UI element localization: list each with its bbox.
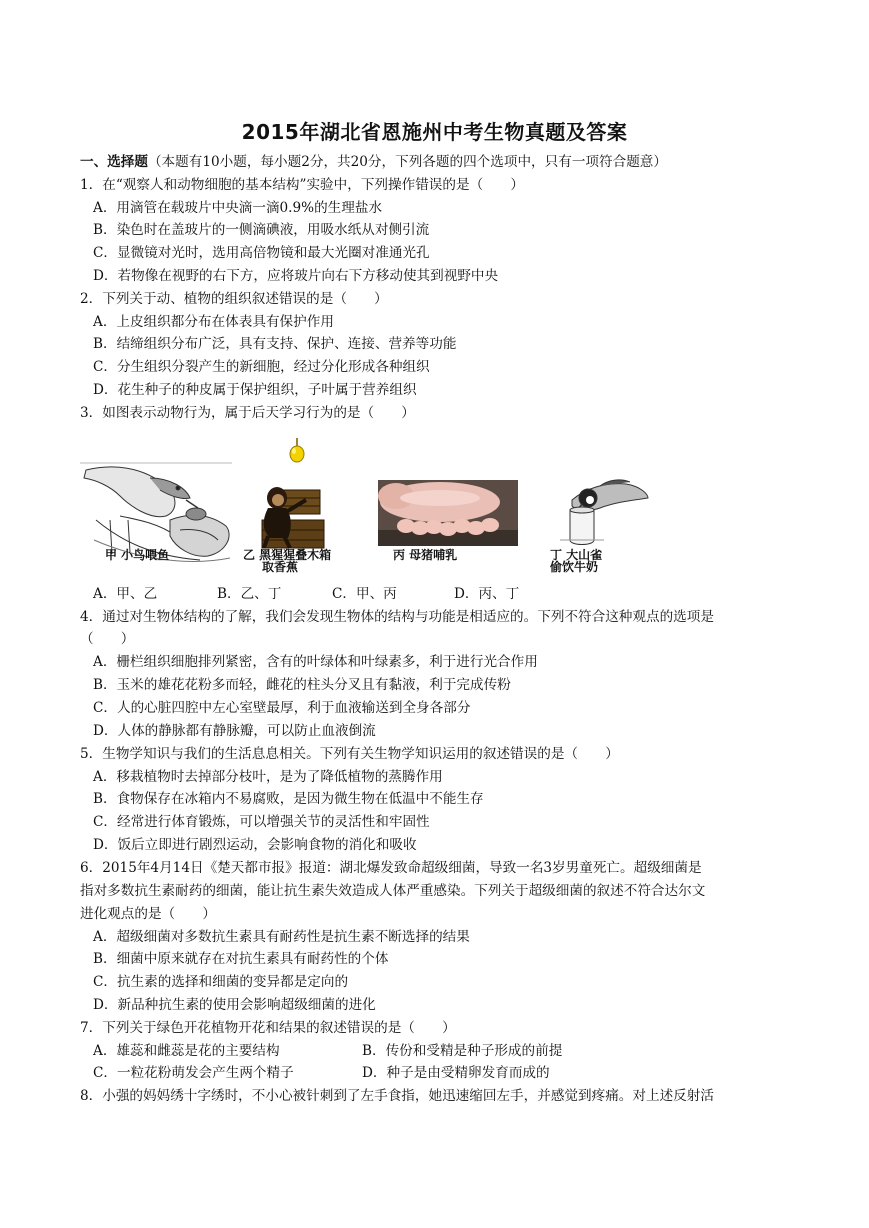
q7-option-b: B．传份和受精是种子形成的前提 [362,1043,563,1059]
caption-ding-line2: 偷饮牛奶 [550,560,599,574]
q2-stem: 2．下列关于动、植物的组织叙述错误的是（ ） [80,291,388,307]
q3-figure [0,0,869,600]
q5-option-c: C．经常进行体育锻炼，可以增强关节的灵活性和牢固性 [93,814,430,830]
q4-option-b: B．玉米的雄花花粉多而轻，雌花的柱头分叉且有黏液，利于完成传粉 [93,677,511,693]
q2-option-c: C．分生组织分裂产生的新细胞，经过分化形成各种组织 [93,359,430,375]
section-label: 一、选择题 [80,154,148,170]
q5-option-d: D．饭后立即进行剧烈运动，会影响食物的消化和吸收 [93,837,417,853]
q1-option-a: A．用滴管在载玻片中央滴一滴0.9%的生理盐水 [93,200,383,216]
q4-stem-cont: （ ） [80,631,135,647]
q3-option-d: D．丙、丁 [454,586,520,602]
q1-option-c: C．显微镜对光时，选用高倍物镜和最大光圈对准通光孔 [93,245,430,261]
q2-option-b: B．结缔组织分布广泛，具有支持、保护、连接、营养等功能 [93,336,457,352]
q6-option-d: D．新品种抗生素的使用会影响超级细菌的进化 [93,997,376,1013]
q6-option-a: A．超级细菌对多数抗生素具有耐药性是抗生素不断选择的结果 [93,929,470,945]
caption-yi-line2: 取香蕉 [262,560,299,574]
q4-option-c: C．人的心脏四腔中左心室壁最厚，利于血液输送到全身各部分 [93,700,471,716]
sow-nursing-image [378,480,518,546]
q8-stem: 8．小强的妈妈绣十字绣时，不小心被针刺到了左手食指，她迅速缩回左手，并感觉到疼痛。对上述反射活 [80,1088,714,1104]
q3-option-b: B．乙、丁 [217,586,282,602]
section-note: （本题有10小题，每小题2分，共20分，下列各题的四个选项中，只有一项符合题意） [147,154,667,170]
q3-option-c: C．甲、丙 [332,586,397,602]
bird-feeding-fish-image [80,463,232,561]
q6-option-c: C．抗生素的选择和细菌的变异都是定向的 [93,974,349,990]
q6-stem-line3: 进化观点的是（ ） [80,906,216,922]
q7-stem: 7．下列关于绿色开花植物开花和结果的叙述错误的是（ ） [80,1020,456,1036]
q4-option-a: A．栅栏组织细胞排列紧密，含有的叶绿体和叶绿素多，利于进行光合作用 [93,654,538,670]
caption-yi: 乙 黑猩猩叠木箱 [243,548,332,562]
q7-option-c: C．一粒花粉萌发会产生两个精子 [93,1065,294,1081]
q5-stem: 5．生物学知识与我们的生活息息相关。下列有关生物学知识运用的叙述错误的是（ ） [80,746,619,762]
q2-option-a: A．上皮组织都分布在体表具有保护作用 [93,314,334,330]
q6-option-b: B．细菌中原来就存在对抗生素具有耐药性的个体 [93,951,389,967]
banana-illustration [290,438,304,462]
q7-option-d: D．种子是由受精卵发育而成的 [362,1065,550,1081]
q1-option-d: D．若物像在视野的右下方，应将玻片向右下方移动使其到视野中央 [93,268,499,284]
chimp-stacking-boxes-image [262,487,324,548]
q2-option-d: D．花生种子的种皮属于保护组织，子叶属于营养组织 [93,382,417,398]
q7-option-a: A．雄蕊和雌蕊是花的主要结构 [93,1043,280,1059]
great-tit-milk-image [560,480,648,545]
q3-stem: 3．如图表示动物行为，属于后天学习行为的是（ ） [80,405,415,421]
q4-stem: 4．通过对生物体结构的了解，我们会发现生物体的结构与功能是相适应的。下列不符合这种观点的选项是 [80,609,714,625]
caption-ding: 丁 大山雀 [550,548,603,562]
caption-jia: 甲 小鸟喂鱼 [105,548,170,562]
q6-stem-line2: 指对多数抗生素耐药的细菌，能让抗生素失效造成人体严重感染。下列关于超级细菌的叙述不符合达尔文 [80,883,706,899]
q4-option-d: D．人体的静脉都有静脉瓣，可以防止血液倒流 [93,723,376,739]
q5-option-a: A．移栽植物时去掉部分枝叶，是为了降低植物的蒸腾作用 [93,769,443,785]
q3-option-a: A．甲、乙 [93,586,158,602]
q1-stem: 1．在“观察人和动物细胞的基本结构”实验中，下列操作错误的是（ ） [80,177,524,193]
q6-stem: 6．2015年4月14日《楚天都市报》报道：湖北爆发致命超级细菌，导致一名3岁男童死亡。超级细菌是 [80,860,702,876]
page-title: 2015年湖北省恩施州中考生物真题及答案 [241,120,628,144]
q5-option-b: B．食物保存在冰箱内不易腐败，是因为微生物在低温中不能生存 [93,791,484,807]
q1-option-b: B．染色时在盖玻片的一侧滴碘液，用吸水纸从对侧引流 [93,222,430,238]
caption-bing: 丙 母猪哺乳 [393,548,458,562]
